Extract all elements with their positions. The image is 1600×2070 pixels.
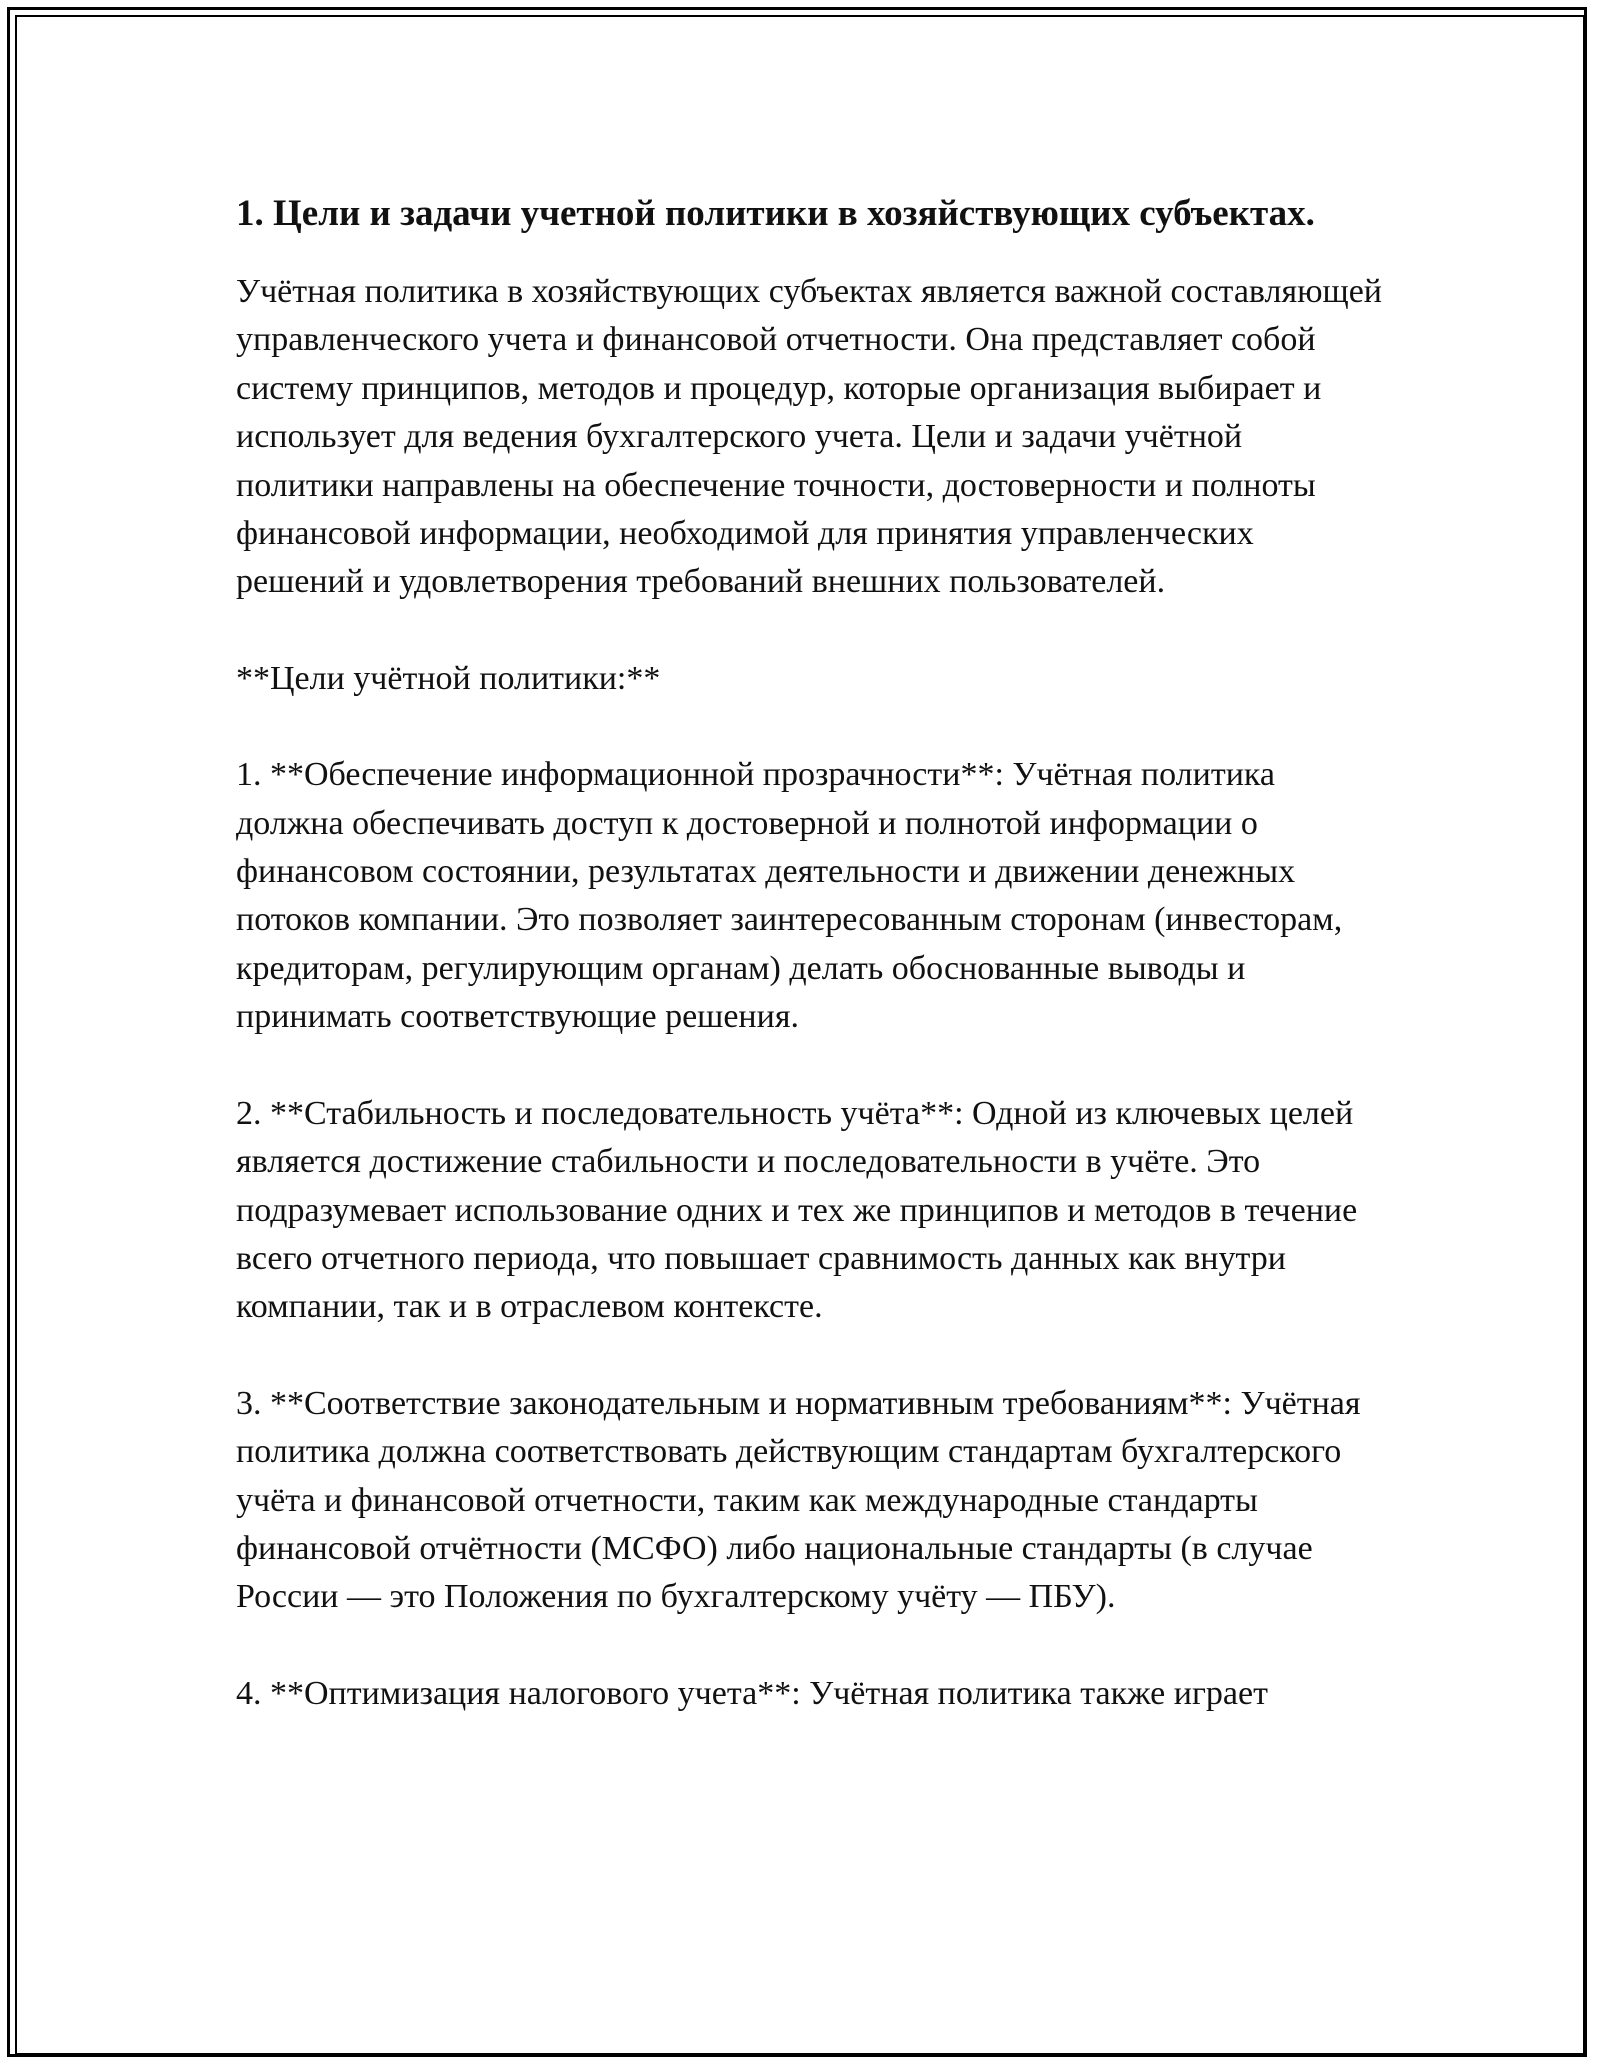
- goal-item-2: 2. **Стабильность и последовательность учёта**: Одной из ключевых целей является достижение стабильности и последовательности в учёте. Это подразумевает использование одних и тех же принципов и методов в течение всего отчетного периода, что повышает сравнимость данных как внутри компании, так и в отраслевом контексте.: [236, 1094, 1358, 1326]
- document-title: 1. Цели и задачи учетной политики в хозяйствующих субъектах.: [236, 193, 1315, 234]
- goal-item-1: 1. **Обеспечение информационной прозрачности**: Учётная политика должна обеспечивать доступ к достоверной и полнотой информации о финансовом состоянии, результатах деятельности и движении денежных потоков компании. Это позволяет заинтересованным сторонам (инвесторам, кредиторам, регулирующим органам) делать обоснованные выводы и принимать соответствующие решения.: [236, 756, 1343, 1036]
- intro-paragraph: Учётная политика в хозяйствующих субъектах является важной составляющей управленческого учета и финансовой отчетности. Она представляет собой систему принципов, методов и процедур, которые организация выбирает и использует для ведения бухгалтерского учета. Цели и задачи учётной политики направлены на обеспечение точности, достоверности и полноты финансовой информации, необходимой для принятия управленческих решений и удовлетворения требований внешних пользователей.: [236, 273, 1382, 601]
- goal-item-4: 4. **Оптимизация налогового учета**: Учётная политика также играет: [236, 1674, 1268, 1712]
- goal-item-3: 3. **Соответствие законодательным и нормативным требованиям**: Учётная политика должна соответствовать действующим стандартам бухгалтерского учёта и финансовой отчетности, таким как международные стандарты финансовой отчётности (МСФО) либо национальные стандарты (в случае России — это Положения по бухгалтерскому учёту — ПБУ).: [236, 1384, 1361, 1616]
- document-body: [236, 185, 1386, 1766]
- goals-heading: **Цели учётной политики:**: [236, 659, 661, 697]
